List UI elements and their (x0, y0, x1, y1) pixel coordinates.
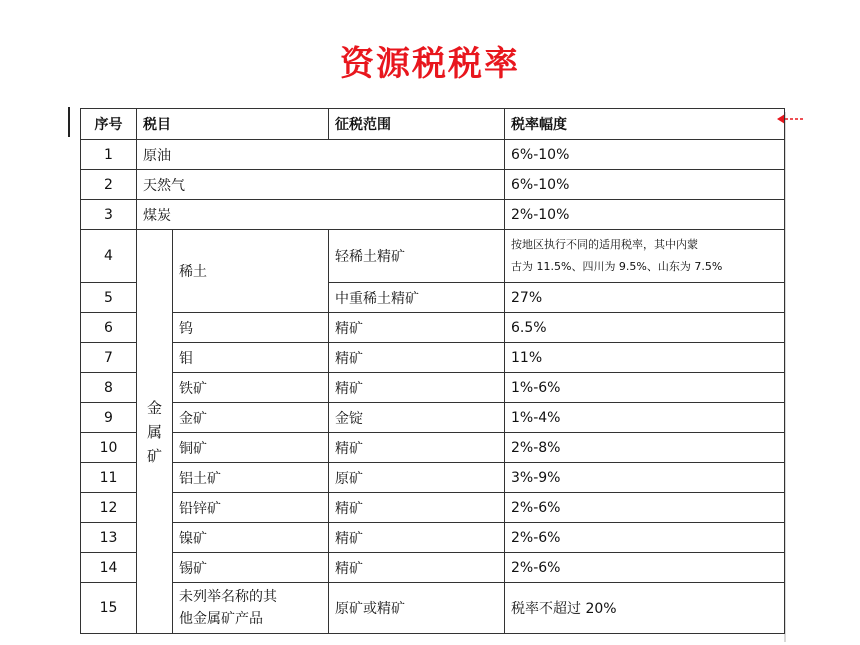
table-row (81, 313, 785, 343)
row-rate: 27% (505, 283, 785, 313)
rare-earth-item: 稀土 (173, 230, 329, 313)
row-no: 2 (81, 170, 137, 200)
metal-label-char: 矿 (146, 446, 162, 465)
row-rate: 2%-8% (505, 433, 785, 463)
table-row (81, 373, 785, 403)
row-rate: 3%-9% (505, 463, 785, 493)
row-scope: 精矿 (329, 433, 505, 463)
metal-label-char: 属 (146, 422, 162, 441)
row-scope: 精矿 (329, 523, 505, 553)
table-row (81, 200, 785, 230)
table-row (81, 403, 785, 433)
table-header-row (81, 109, 785, 140)
row-no: 15 (81, 583, 137, 634)
row-item: 天然气 (137, 170, 505, 200)
row-rate: 2%-6% (505, 523, 785, 553)
row-item: 煤炭 (137, 200, 505, 230)
rate-line: 古为 11.5%、四川为 9.5%、山东为 7.5% (511, 260, 723, 273)
row-scope: 精矿 (329, 313, 505, 343)
row-scope: 原矿 (329, 463, 505, 493)
table-row (81, 433, 785, 463)
header-item: 税目 (137, 109, 329, 140)
table-row (81, 343, 785, 373)
header-scope: 征税范围 (329, 109, 505, 140)
row-scope: 精矿 (329, 493, 505, 523)
table-row (81, 170, 785, 200)
row-no: 12 (81, 493, 137, 523)
table-row (81, 463, 785, 493)
row-item: 铝土矿 (173, 463, 329, 493)
row-rate: 2%-6% (505, 493, 785, 523)
row-scope: 轻稀土精矿 (329, 230, 505, 283)
row-no: 4 (81, 230, 137, 283)
row-rate: 11% (505, 343, 785, 373)
row-item: 钨 (173, 313, 329, 343)
header-rate: 税率幅度 (505, 109, 785, 140)
row-scope: 原矿或精矿 (329, 583, 505, 634)
row-no: 1 (81, 140, 137, 170)
row-rate: 2%-10% (505, 200, 785, 230)
row-scope: 精矿 (329, 343, 505, 373)
row-no: 9 (81, 403, 137, 433)
row-rate: 1%-4% (505, 403, 785, 433)
row-no: 6 (81, 313, 137, 343)
table-row (81, 583, 785, 634)
row-rate: 6.5% (505, 313, 785, 343)
row-item: 镍矿 (173, 523, 329, 553)
row-rate: 6%-10% (505, 140, 785, 170)
table-row (81, 553, 785, 583)
row-no: 3 (81, 200, 137, 230)
row-no: 13 (81, 523, 137, 553)
row-item: 锡矿 (173, 553, 329, 583)
row-item: 原油 (137, 140, 505, 170)
row-item: 钼 (173, 343, 329, 373)
metal-category-cell (137, 230, 173, 634)
row-no: 8 (81, 373, 137, 403)
table-row (81, 230, 785, 283)
header-no: 序号 (81, 109, 137, 140)
row-rate: 税率不超过 20% (505, 583, 785, 634)
row-item: 金矿 (173, 403, 329, 433)
table-row (81, 523, 785, 553)
item-line: 未列举名称的其 (179, 589, 277, 605)
row-rate: 6%-10% (505, 170, 785, 200)
row-item: 铁矿 (173, 373, 329, 403)
row-no: 5 (81, 283, 137, 313)
row-no: 10 (81, 433, 137, 463)
tax-rate-table (80, 108, 785, 634)
item-line: 他金属矿产品 (179, 611, 263, 627)
rate-line: 按地区执行不同的适用税率，其中内蒙 (511, 238, 698, 251)
text-cursor-bar (68, 107, 70, 137)
row-scope: 精矿 (329, 373, 505, 403)
row-rate: 2%-6% (505, 553, 785, 583)
row-scope: 中重稀土精矿 (329, 283, 505, 313)
table-row (81, 140, 785, 170)
row-scope: 金锭 (329, 403, 505, 433)
row-no: 7 (81, 343, 137, 373)
table-row (81, 493, 785, 523)
row-no: 14 (81, 553, 137, 583)
row-item: 铜矿 (173, 433, 329, 463)
row-item (173, 583, 329, 634)
row-no: 11 (81, 463, 137, 493)
row-rate: 1%-6% (505, 373, 785, 403)
row-rate (505, 230, 785, 283)
page-title: 资源税税率 (340, 44, 520, 84)
metal-label-char: 金 (146, 398, 162, 417)
row-scope: 精矿 (329, 553, 505, 583)
row-item: 铅锌矿 (173, 493, 329, 523)
